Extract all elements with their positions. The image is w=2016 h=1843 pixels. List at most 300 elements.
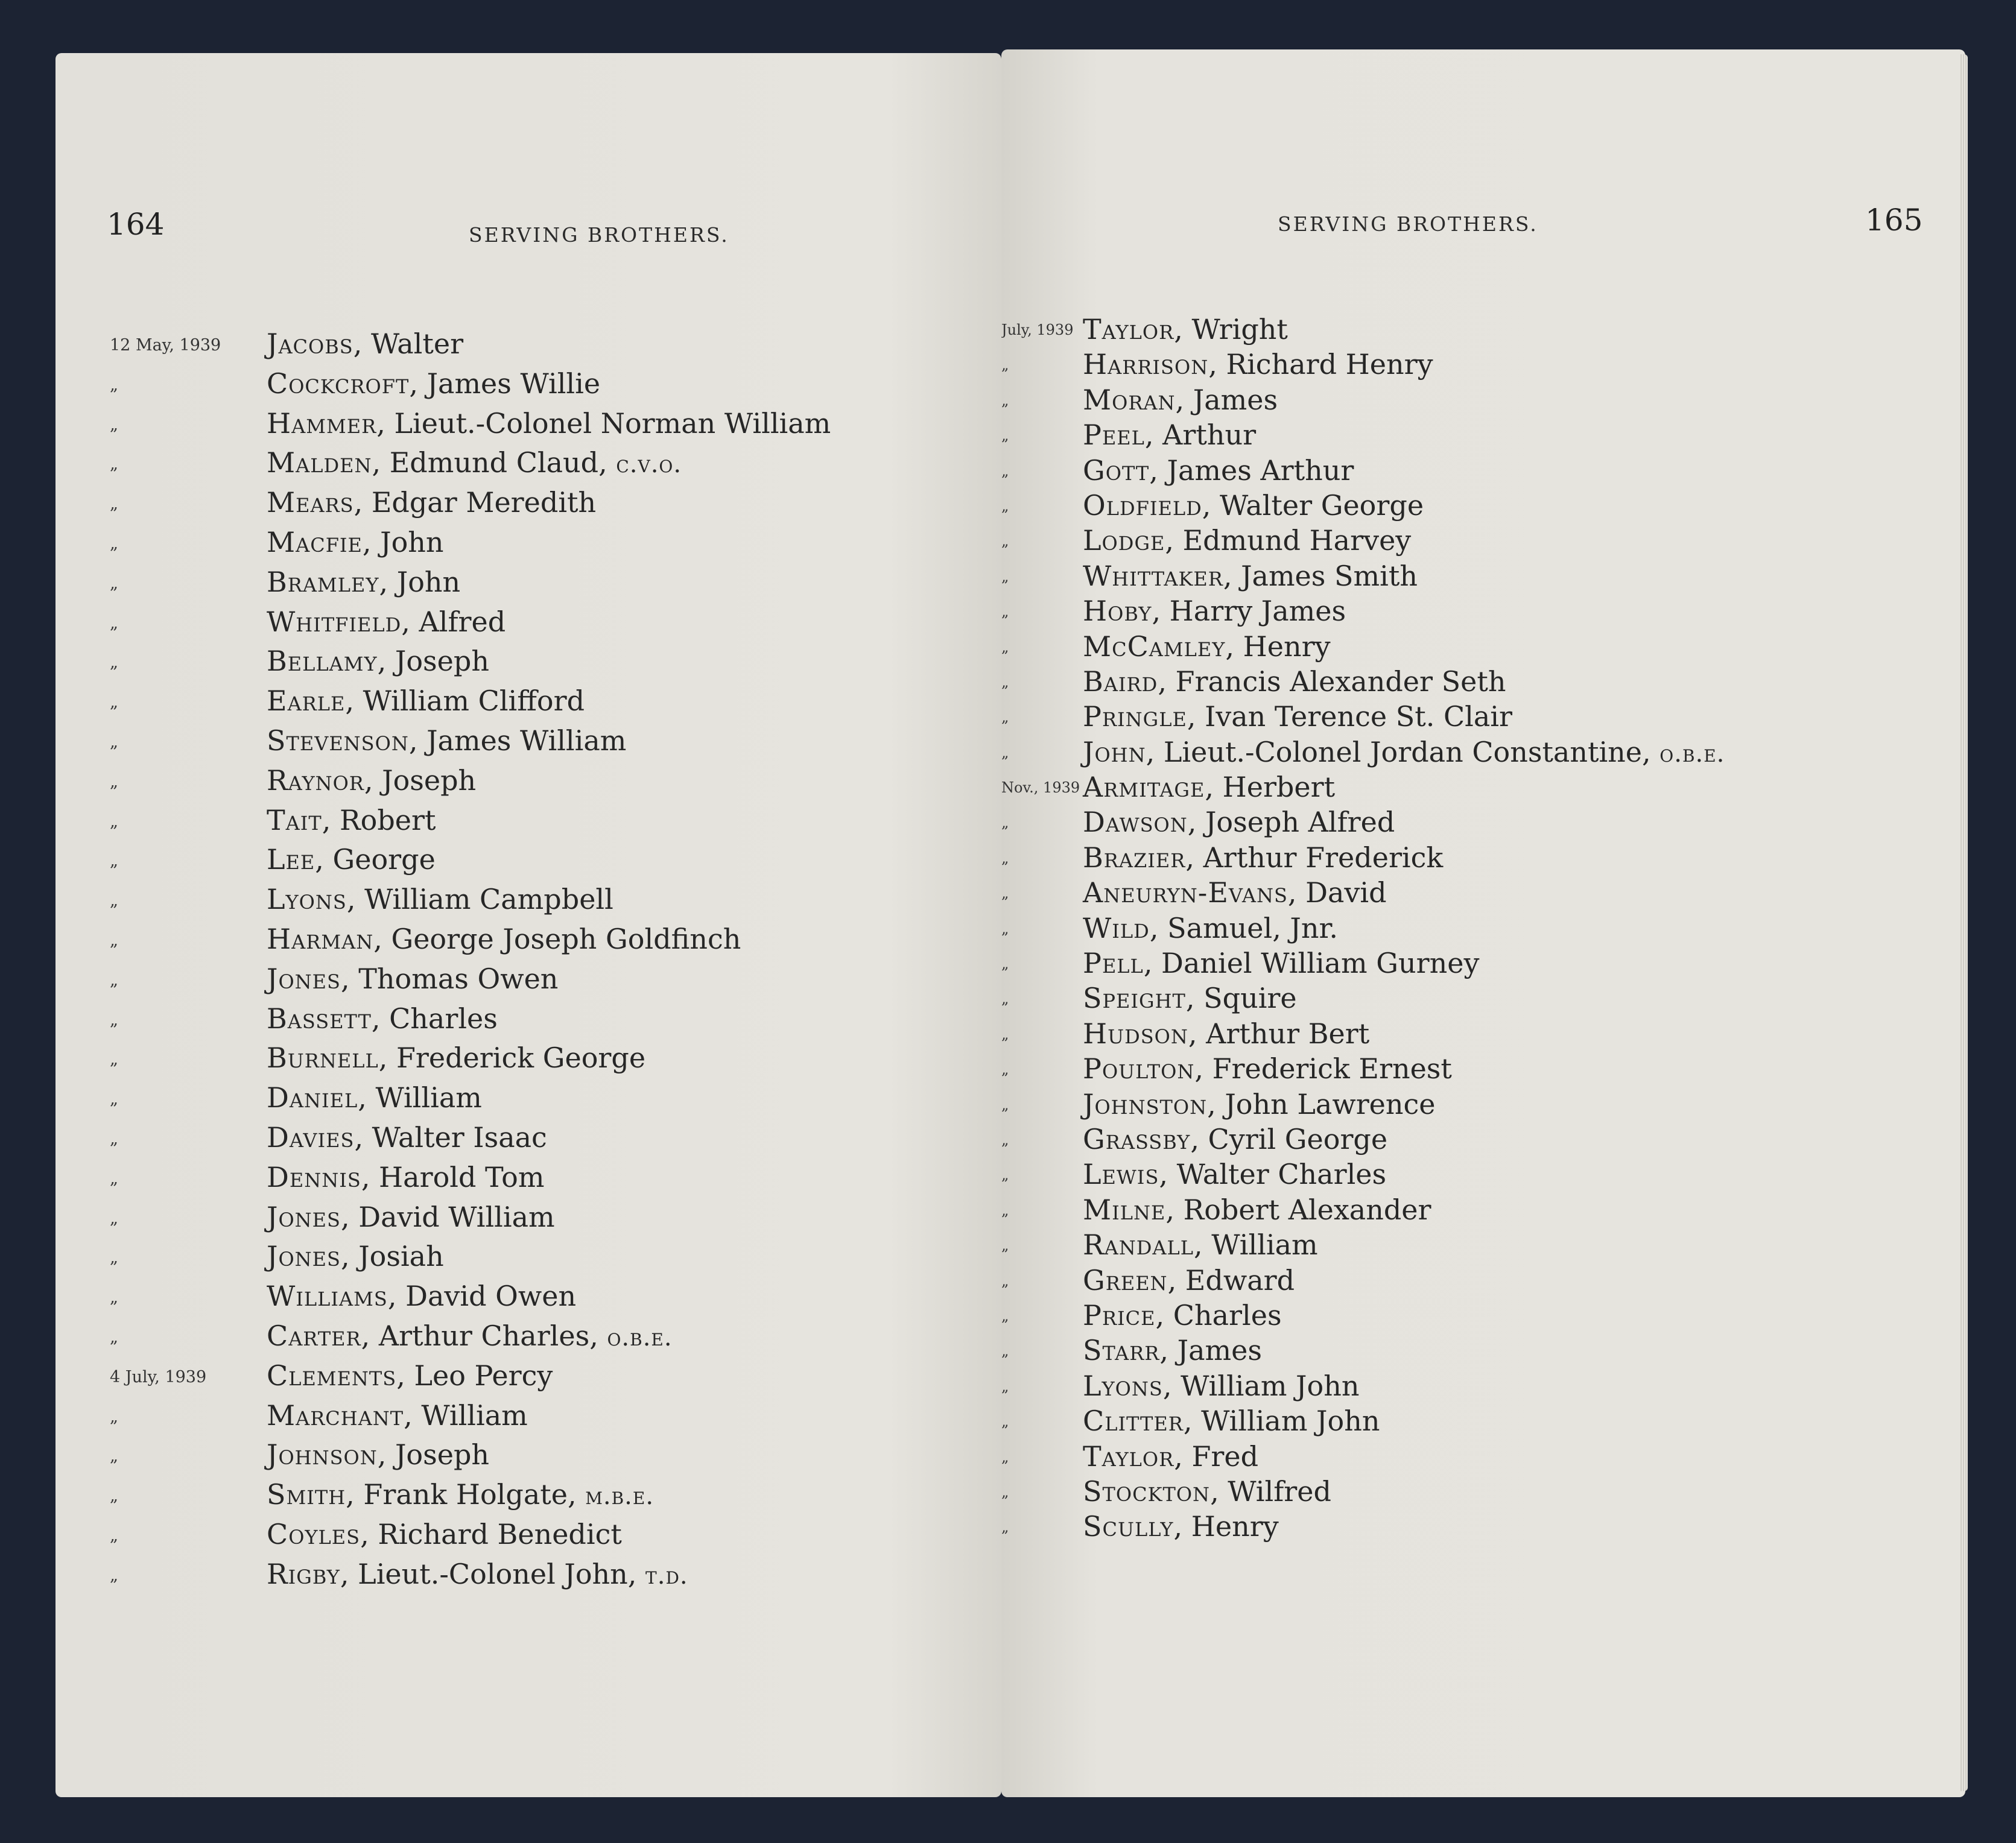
entry-date: „ bbox=[1001, 1201, 1009, 1219]
list-item bbox=[55, 1280, 1001, 1320]
entry-date: „ bbox=[110, 1129, 118, 1148]
given-names: , Joseph bbox=[377, 645, 489, 678]
entry-name bbox=[1083, 1510, 1279, 1543]
list-item bbox=[55, 1478, 1001, 1518]
surname: Daniel bbox=[267, 1081, 358, 1114]
given-names: , Arthur Charles, bbox=[361, 1319, 607, 1352]
given-names: , George Joseph Goldfinch bbox=[373, 922, 741, 955]
given-names: , Squire bbox=[1185, 982, 1297, 1015]
list-item bbox=[55, 1002, 1001, 1042]
entry-name bbox=[1083, 771, 1335, 803]
entry-date: „ bbox=[1001, 990, 1009, 1008]
entry-name bbox=[267, 1558, 688, 1590]
entry-date: „ bbox=[1001, 885, 1009, 902]
list-item bbox=[1001, 630, 1965, 665]
surname: Carter bbox=[267, 1319, 361, 1352]
list-item bbox=[55, 407, 1001, 447]
entry-name bbox=[1083, 595, 1346, 627]
entry-name bbox=[1083, 947, 1479, 979]
entry-date: „ bbox=[110, 1209, 118, 1228]
list-item bbox=[1001, 595, 1965, 630]
list-item bbox=[1001, 912, 1965, 947]
surname: Raynor bbox=[267, 763, 364, 797]
surname: Baird bbox=[1083, 665, 1158, 698]
entry-date: „ bbox=[110, 1090, 118, 1109]
given-names: , Francis Alexander Seth bbox=[1158, 665, 1506, 698]
entry-date: „ bbox=[1001, 955, 1009, 973]
list-item bbox=[1001, 348, 1965, 383]
entry-date: „ bbox=[1001, 1413, 1009, 1430]
given-names: , Edgar Meredith bbox=[353, 486, 597, 519]
entry-name bbox=[1083, 524, 1411, 557]
entry-date: „ bbox=[1001, 709, 1009, 726]
given-names: , Joseph bbox=[364, 763, 477, 797]
given-names: , James bbox=[1175, 383, 1278, 416]
surname: Wild bbox=[1083, 911, 1150, 944]
given-names: , Charles bbox=[1155, 1298, 1282, 1332]
entry-name bbox=[267, 446, 682, 479]
list-item bbox=[55, 1240, 1001, 1280]
surname: Pringle bbox=[1083, 700, 1187, 733]
entry-date: „ bbox=[110, 1327, 118, 1347]
list-item bbox=[1001, 1264, 1965, 1299]
given-names: , Robert Alexander bbox=[1165, 1193, 1431, 1226]
list-item bbox=[1001, 384, 1965, 419]
surname: Gott bbox=[1083, 454, 1150, 487]
list-item bbox=[55, 724, 1001, 764]
surname: Marchant bbox=[267, 1399, 404, 1432]
entry-name bbox=[267, 605, 506, 638]
entry-name bbox=[267, 1081, 482, 1114]
surname: Green bbox=[1083, 1263, 1168, 1297]
list-item bbox=[1001, 1017, 1965, 1052]
entry-name bbox=[1083, 560, 1418, 592]
surname: Cockcroft bbox=[267, 367, 410, 400]
surname: Lewis bbox=[1083, 1158, 1159, 1191]
list-item bbox=[1001, 1088, 1965, 1123]
entry-date: „ bbox=[1001, 533, 1009, 550]
given-names: , Joseph Alfred bbox=[1187, 806, 1395, 839]
entry-name bbox=[267, 1201, 555, 1233]
given-names: , Edmund Harvey bbox=[1165, 524, 1412, 557]
entry-name bbox=[1083, 384, 1278, 416]
surname: Armitage bbox=[1083, 771, 1205, 804]
entry-name bbox=[267, 1042, 645, 1074]
surname: Stockton bbox=[1083, 1475, 1211, 1508]
surname: Hoby bbox=[1083, 595, 1152, 628]
surname: Dawson bbox=[1083, 806, 1188, 839]
given-names: , Arthur Bert bbox=[1188, 1017, 1370, 1050]
surname: Malden bbox=[267, 446, 372, 479]
entry-name bbox=[1083, 1440, 1258, 1473]
given-names: , William John bbox=[1183, 1405, 1380, 1438]
given-names: , John bbox=[379, 565, 461, 598]
given-names: , Wright bbox=[1174, 313, 1288, 346]
entry-name bbox=[267, 764, 476, 797]
given-names: , James Smith bbox=[1223, 559, 1418, 592]
entry-date: „ bbox=[110, 1447, 118, 1466]
surname: Price bbox=[1083, 1298, 1156, 1332]
entry-date: „ bbox=[1001, 427, 1009, 444]
given-names: , Walter George bbox=[1202, 488, 1424, 522]
entry-date: „ bbox=[1001, 1025, 1009, 1043]
given-names: , Fred bbox=[1174, 1440, 1259, 1473]
list-item bbox=[55, 605, 1001, 645]
entry-name bbox=[267, 1320, 673, 1352]
surname: Jacobs bbox=[267, 327, 353, 360]
given-names: , Arthur Frederick bbox=[1185, 841, 1444, 874]
entry-date: „ bbox=[110, 1169, 118, 1188]
entry-name bbox=[1083, 419, 1256, 451]
surname: Stevenson bbox=[267, 724, 409, 757]
given-names: , James William bbox=[408, 724, 627, 757]
entry-name bbox=[1083, 1017, 1369, 1050]
entry-date: „ bbox=[1001, 1448, 1009, 1465]
given-names: , Henry bbox=[1225, 630, 1331, 663]
entry-name bbox=[267, 367, 600, 400]
entry-date: „ bbox=[1001, 849, 1009, 867]
entry-name bbox=[1083, 806, 1395, 838]
entry-name bbox=[1083, 348, 1433, 381]
page-number: 165 bbox=[1865, 203, 1923, 238]
entry-name bbox=[1083, 912, 1338, 944]
entry-date: „ bbox=[1001, 1237, 1009, 1254]
post-nominal: t.d. bbox=[645, 1561, 688, 1590]
given-names: , Frederick George bbox=[378, 1042, 646, 1075]
entry-name bbox=[1083, 1123, 1387, 1155]
entry-date: „ bbox=[110, 1050, 118, 1069]
list-item bbox=[1001, 1052, 1965, 1087]
list-item bbox=[1001, 1299, 1965, 1334]
entry-date: „ bbox=[1001, 1061, 1009, 1078]
list-item bbox=[55, 1161, 1001, 1201]
entry-name bbox=[267, 724, 626, 757]
surname: Bramley bbox=[267, 565, 379, 598]
given-names: , Josiah bbox=[340, 1240, 444, 1273]
list-item bbox=[1001, 489, 1965, 524]
surname: Lee bbox=[267, 843, 315, 876]
list-item bbox=[55, 923, 1001, 963]
surname: Lyons bbox=[1083, 1369, 1163, 1402]
list-item bbox=[55, 1042, 1001, 1081]
entry-date: „ bbox=[110, 970, 118, 990]
post-nominal: o.b.e. bbox=[607, 1323, 673, 1351]
list-item bbox=[1001, 1228, 1965, 1263]
surname: Dennis bbox=[267, 1160, 361, 1193]
list-item bbox=[55, 367, 1001, 407]
list-item bbox=[55, 486, 1001, 526]
list-item bbox=[1001, 876, 1965, 911]
entry-date: „ bbox=[1001, 1096, 1009, 1113]
entry-date: „ bbox=[110, 891, 118, 911]
running-head: SERVING BROTHERS. bbox=[469, 223, 729, 247]
given-names: , Walter Isaac bbox=[354, 1121, 547, 1154]
entry-list bbox=[55, 327, 1001, 1598]
entry-date: „ bbox=[110, 1487, 118, 1506]
entry-name bbox=[267, 684, 585, 717]
list-item bbox=[1001, 454, 1965, 489]
entry-date: „ bbox=[1001, 638, 1009, 656]
running-head: SERVING BROTHERS. bbox=[1278, 212, 1538, 236]
surname: Pell bbox=[1083, 947, 1144, 980]
entry-name bbox=[267, 1240, 444, 1272]
entry-date: July, 1939 bbox=[1001, 321, 1074, 338]
entry-date: „ bbox=[110, 375, 118, 394]
entry-name bbox=[267, 526, 444, 558]
entry-date: „ bbox=[110, 455, 118, 474]
given-names: , Lieut.-Colonel John, bbox=[340, 1557, 646, 1590]
surname: Moran bbox=[1083, 383, 1176, 416]
list-item bbox=[55, 764, 1001, 804]
entry-name bbox=[267, 1438, 489, 1471]
surname: Oldfield bbox=[1083, 488, 1202, 522]
surname: Jones bbox=[267, 962, 341, 995]
entry-name bbox=[1083, 489, 1424, 522]
surname: Speight bbox=[1083, 982, 1186, 1015]
given-names: , William bbox=[358, 1081, 482, 1114]
entry-name bbox=[1083, 1052, 1452, 1085]
entry-name bbox=[1083, 736, 1725, 768]
surname: Mears bbox=[267, 486, 354, 519]
surname: Hudson bbox=[1083, 1017, 1188, 1050]
given-names: , Frank Holgate, bbox=[346, 1478, 586, 1511]
entry-date: „ bbox=[110, 534, 118, 553]
list-item bbox=[1001, 560, 1965, 595]
entry-date: „ bbox=[1001, 567, 1009, 585]
given-names: , Walter Charles bbox=[1159, 1158, 1387, 1191]
surname: Bassett bbox=[267, 1002, 372, 1035]
surname: Randall bbox=[1083, 1228, 1194, 1262]
entry-date: „ bbox=[1001, 391, 1009, 409]
surname: Johnston bbox=[1083, 1087, 1208, 1121]
list-item bbox=[55, 645, 1001, 684]
entry-name bbox=[1083, 665, 1506, 698]
list-item bbox=[1001, 736, 1965, 771]
entry-date: 4 July, 1939 bbox=[110, 1367, 207, 1386]
entry-name bbox=[1083, 1334, 1262, 1367]
list-item bbox=[55, 963, 1001, 1002]
list-item bbox=[55, 883, 1001, 923]
entry-name bbox=[267, 327, 463, 360]
entry-date: „ bbox=[110, 1407, 118, 1426]
entry-name bbox=[1083, 1299, 1282, 1332]
surname: Grassby bbox=[1083, 1122, 1191, 1155]
surname: Bellamy bbox=[267, 645, 378, 678]
list-item bbox=[55, 1121, 1001, 1161]
given-names: , Leo Percy bbox=[396, 1359, 553, 1392]
list-item bbox=[55, 1438, 1001, 1478]
surname: Earle bbox=[267, 684, 346, 718]
entry-name bbox=[1083, 1264, 1295, 1297]
given-names: , Herbert bbox=[1205, 771, 1336, 804]
entry-date: „ bbox=[1001, 1519, 1009, 1536]
surname: Smith bbox=[267, 1478, 346, 1511]
post-nominal: c.v.o. bbox=[616, 450, 682, 479]
entry-date: „ bbox=[110, 772, 118, 791]
entry-date: „ bbox=[110, 613, 118, 633]
entry-name bbox=[267, 1399, 528, 1432]
given-names: , Lieut.-Colonel Jordan Constantine, bbox=[1146, 735, 1660, 768]
list-item bbox=[1001, 1193, 1965, 1228]
surname: Lodge bbox=[1083, 524, 1165, 557]
given-names: , Robert bbox=[322, 803, 436, 836]
given-names: , William Clifford bbox=[345, 684, 585, 718]
entry-date: „ bbox=[1001, 1483, 1009, 1500]
entry-date: „ bbox=[1001, 1131, 1009, 1148]
list-item bbox=[1001, 841, 1965, 876]
list-item bbox=[55, 1201, 1001, 1241]
surname: Rigby bbox=[267, 1557, 340, 1590]
list-item bbox=[1001, 947, 1965, 982]
entry-date: „ bbox=[1001, 744, 1009, 761]
list-item bbox=[1001, 665, 1965, 700]
entry-date: „ bbox=[1001, 1377, 1009, 1395]
entry-date: „ bbox=[110, 931, 118, 950]
entry-date: „ bbox=[1001, 1272, 1009, 1289]
entry-name bbox=[267, 645, 489, 677]
surname: Johnson bbox=[267, 1438, 378, 1472]
given-names: , Joseph bbox=[377, 1438, 490, 1472]
surname: Whittaker bbox=[1083, 559, 1223, 592]
entry-name bbox=[267, 883, 613, 915]
surname: Taylor bbox=[1083, 313, 1174, 346]
list-item bbox=[1001, 1405, 1965, 1440]
surname: Davies bbox=[267, 1121, 355, 1154]
list-item bbox=[1001, 524, 1965, 559]
list-item bbox=[55, 1320, 1001, 1359]
surname: Clements bbox=[267, 1359, 397, 1392]
entry-date: „ bbox=[110, 574, 118, 593]
entry-date: „ bbox=[1001, 814, 1009, 832]
entry-name bbox=[1083, 1158, 1386, 1190]
list-item bbox=[1001, 1334, 1965, 1369]
post-nominal: m.b.e. bbox=[585, 1482, 655, 1511]
list-item bbox=[55, 1081, 1001, 1121]
list-item bbox=[1001, 700, 1965, 735]
entry-date: „ bbox=[110, 693, 118, 712]
list-item bbox=[1001, 1370, 1965, 1405]
list-item bbox=[1001, 313, 1965, 348]
given-names: , Edward bbox=[1167, 1263, 1295, 1297]
given-names: , John Lawrence bbox=[1207, 1087, 1436, 1121]
list-item bbox=[1001, 1123, 1965, 1158]
given-names: , David bbox=[1287, 876, 1387, 909]
given-names: , John bbox=[362, 525, 444, 558]
given-names: , James Arthur bbox=[1149, 454, 1354, 487]
entry-name bbox=[267, 1518, 622, 1551]
list-item bbox=[1001, 771, 1965, 806]
surname: Aneuryn-Evans bbox=[1083, 876, 1288, 909]
list-item bbox=[1001, 1510, 1965, 1545]
entry-name bbox=[267, 486, 596, 519]
given-names: , Harry James bbox=[1152, 595, 1346, 628]
given-names: , James bbox=[1159, 1334, 1262, 1367]
post-nominal: o.b.e. bbox=[1659, 739, 1725, 768]
given-names: , George bbox=[315, 843, 436, 876]
surname: Williams bbox=[267, 1280, 388, 1313]
surname: Whitfield bbox=[267, 605, 402, 638]
list-item bbox=[1001, 419, 1965, 454]
page-number: 164 bbox=[107, 207, 165, 242]
entry-date: „ bbox=[1001, 462, 1009, 479]
given-names: , Henry bbox=[1173, 1510, 1279, 1543]
entry-name bbox=[267, 963, 558, 995]
given-names: , Richard Benedict bbox=[360, 1517, 622, 1551]
list-item bbox=[55, 566, 1001, 605]
given-names: , Thomas Owen bbox=[340, 962, 559, 995]
right-page bbox=[1001, 49, 1965, 1797]
entry-date: „ bbox=[1001, 1342, 1009, 1360]
list-item bbox=[55, 526, 1001, 566]
list-item bbox=[55, 1558, 1001, 1598]
entry-name bbox=[1083, 841, 1443, 874]
entry-name bbox=[1083, 1088, 1436, 1121]
list-item bbox=[55, 1399, 1001, 1439]
list-item bbox=[55, 1359, 1001, 1399]
entry-date: „ bbox=[110, 1526, 118, 1545]
surname: Burnell bbox=[267, 1042, 379, 1075]
entry-date: „ bbox=[1001, 920, 1009, 937]
entry-name bbox=[1083, 1405, 1380, 1437]
entry-name bbox=[267, 804, 436, 836]
entry-date: „ bbox=[110, 1010, 118, 1029]
surname: Coyles bbox=[267, 1517, 361, 1551]
entry-name bbox=[267, 1280, 576, 1312]
given-names: , William John bbox=[1162, 1369, 1360, 1402]
entry-date: „ bbox=[1001, 1307, 1009, 1324]
entry-name bbox=[1083, 1228, 1318, 1261]
given-names: , James Willie bbox=[409, 367, 601, 400]
given-names: , Alfred bbox=[401, 605, 506, 638]
surname: Clitter bbox=[1083, 1405, 1184, 1438]
surname: Peel bbox=[1083, 419, 1145, 452]
entry-name bbox=[1083, 700, 1512, 733]
given-names: , William bbox=[1194, 1228, 1318, 1262]
entry-date: „ bbox=[110, 732, 118, 751]
entry-date: „ bbox=[1001, 356, 1009, 374]
surname: Harrison bbox=[1083, 348, 1209, 381]
entry-date: „ bbox=[110, 495, 118, 514]
entry-name bbox=[267, 1121, 547, 1154]
given-names: , Wilfred bbox=[1210, 1475, 1331, 1508]
entry-name bbox=[267, 1161, 544, 1193]
entry-date: „ bbox=[1001, 603, 1009, 621]
surname: Harman bbox=[267, 922, 374, 955]
given-names: , Cyril George bbox=[1190, 1122, 1388, 1155]
page-edges bbox=[1961, 54, 1968, 1791]
list-item bbox=[55, 843, 1001, 883]
given-names: , Ivan Terence St. Clair bbox=[1187, 700, 1512, 733]
given-names: , Richard Henry bbox=[1208, 348, 1433, 381]
given-names: , William bbox=[404, 1399, 528, 1432]
surname: Starr bbox=[1083, 1334, 1160, 1367]
entry-date: „ bbox=[110, 1288, 118, 1307]
entry-date: „ bbox=[110, 812, 118, 831]
given-names: , Walter bbox=[353, 327, 464, 360]
entry-name bbox=[1083, 454, 1354, 487]
given-names: , David William bbox=[340, 1200, 555, 1233]
surname: Lyons bbox=[267, 883, 347, 916]
entry-name bbox=[1083, 1475, 1331, 1508]
entry-date: „ bbox=[110, 1248, 118, 1268]
surname: Milne bbox=[1083, 1193, 1166, 1226]
given-names: , Samuel, Jnr. bbox=[1149, 911, 1339, 944]
entry-date: „ bbox=[1001, 1166, 1009, 1184]
given-names: , Frederick Ernest bbox=[1194, 1052, 1452, 1086]
given-names: , David Owen bbox=[387, 1280, 577, 1313]
entry-date: „ bbox=[1001, 497, 1009, 514]
list-item bbox=[1001, 1440, 1965, 1475]
